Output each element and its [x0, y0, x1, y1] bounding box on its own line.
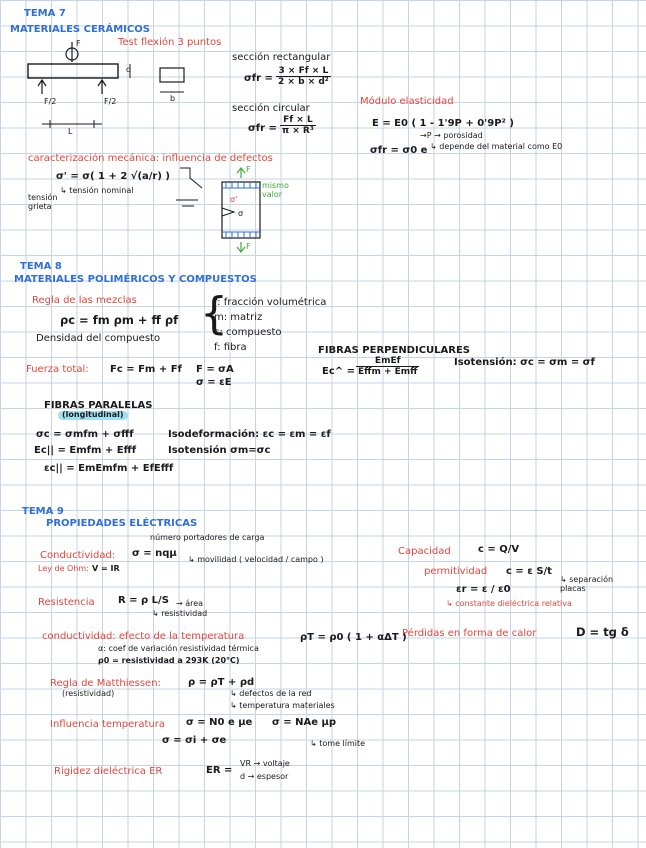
perp-den: Effm + Emff	[358, 367, 418, 377]
tame-limit-note: ↳ tome límite	[310, 739, 366, 748]
isotension2-note: Isotensión σm=σc	[168, 445, 271, 456]
mismo-valor-note: mismo valor	[262, 181, 289, 199]
matthiessen-label: Regla de Matthiessen:	[50, 678, 161, 689]
thickness-note: d → espesor	[240, 772, 289, 781]
parallel-fibers-subtitle: (longitudinal)	[58, 411, 128, 420]
resistance-label: Resistencia	[38, 597, 95, 608]
circ-formula-lhs: σfr =	[248, 123, 277, 134]
dielectric-constant-note: ↳ constante dieléctrica relativa	[446, 599, 572, 608]
circ-num: Ff × L	[280, 115, 316, 126]
parallel-eq1: σc = σmfm + σfff	[36, 429, 134, 440]
isodeformation-note: Isodeformación: εc = εm = εf	[168, 429, 331, 440]
modulus-formula: E = E0 ( 1 - 1'9P + 0'9P² )	[372, 118, 514, 129]
plate-F-bottom: F	[246, 242, 251, 251]
heat-losses-label: Pérdidas en forma de calor	[402, 628, 537, 639]
rect-formula-lhs: σfr =	[244, 73, 273, 84]
circ-formula-fraction	[280, 115, 316, 136]
sigma-fr-formula: σfr = σ0 e	[370, 145, 428, 156]
density-formula: ρc = fm ρm + ff ρf	[60, 313, 179, 327]
circ-den: π × R³	[282, 126, 314, 136]
permittivity-label: permitividad	[424, 566, 488, 577]
parallel-eq3: εc|| = EmEmfm + EfEfff	[44, 463, 174, 474]
temperature-effect-title: conductividad: efecto de la temperatura	[42, 631, 245, 642]
temperature-materials-note: ↳ temperatura materiales	[230, 701, 335, 710]
conductivity-formula: σ = nqμ	[132, 548, 177, 559]
rect-formula-fraction	[276, 66, 331, 87]
dielectric-strength-formula: ER =	[206, 765, 233, 776]
legend-item-composite: c: compuesto	[214, 327, 282, 338]
tema7-title: MATERIALES CERÁMICOS	[10, 24, 150, 35]
section-b-label: b	[170, 94, 176, 103]
isotension-note: Isotensión: σc = σm = σf	[454, 357, 595, 368]
rho0-note: ρ0 = resistividad a 293K (20°C)	[98, 656, 240, 665]
fracture-title: caracterización mecánica: influencia de defectos	[28, 153, 273, 164]
fracture-formula: σ' = σ( 1 + 2 √(a/r) )	[56, 171, 170, 182]
circ-section-label: sección circular	[232, 103, 310, 114]
tema8-title: MATERIALES POLIMÉRICOS Y COMPUESTOS	[14, 274, 257, 285]
temperature-formula: ρT = ρ0 ( 1 + αΔT )	[300, 632, 407, 643]
alpha-note: α: coef de variación resistividad térmica	[98, 644, 259, 653]
plate-separation-note: ↳ separación placas	[560, 575, 614, 593]
capacity-label: Capacidad	[398, 546, 451, 557]
matthiessen-formula: ρ = ρT + ρd	[188, 677, 255, 688]
heat-losses-formula: D = tg δ	[576, 625, 629, 639]
perpendicular-fibers-title: FIBRAS PERPENDICULARES	[318, 345, 471, 356]
defects-note: ↳ defectos de la red	[230, 689, 312, 698]
capacity-formula: c = Q/V	[478, 544, 520, 555]
legend-item-fraction: f: fracción volumétrica	[214, 297, 327, 308]
resistance-formula: R = ρ L/S	[118, 595, 169, 606]
legend-item-fiber: f: fibra	[214, 342, 247, 353]
area-note: → área	[176, 599, 204, 608]
tema8-label: TEMA 8	[20, 261, 62, 272]
tension-nominal-note: ↳ tensión nominal	[60, 186, 134, 195]
force-formula: Fc = Fm + Ff	[110, 364, 182, 375]
modulus-title: Módulo elasticidad	[360, 96, 454, 107]
ohm-label: Ley de Ohm:	[38, 564, 89, 573]
rect-section-label: sección rectangular	[232, 52, 331, 63]
force-label: Fuerza total:	[26, 364, 89, 375]
plate-sigma-prime: σ'	[230, 195, 238, 204]
porosity-note: →P → porosidad	[420, 131, 483, 140]
permittivity-formula: c = ε S/t	[506, 566, 552, 577]
carriers-note: número portadores de carga	[150, 533, 265, 542]
legend-brace: {	[200, 288, 228, 339]
legend-item-matrix: m: matriz	[214, 312, 263, 323]
relative-permittivity-formula: εr = ε / ε0	[456, 584, 511, 595]
beam-F-label: F	[76, 39, 81, 48]
perp-formula-fraction	[356, 356, 419, 377]
rule-of-mixtures-title: Regla de las mezclas	[32, 295, 137, 306]
tema7-label: TEMA 7	[24, 8, 66, 19]
voltage-note: VR → voltaje	[240, 759, 290, 768]
temperature-influence-label: Influencia temperatura	[50, 719, 166, 730]
density-label: Densidad del compuesto	[36, 333, 161, 344]
force-sub1: F = σA	[196, 364, 234, 375]
parallel-eq2: Ec|| = Emfm + Efff	[34, 445, 137, 456]
perp-formula-lhs: Ec^ =	[322, 366, 355, 377]
temperature-influence-3: σ = σi + σe	[162, 735, 227, 746]
conductivity-label: Conductividad:	[40, 550, 116, 561]
ohm-formula: V = IR	[92, 564, 120, 573]
perp-num: EmEf	[356, 356, 419, 367]
beam-d-label: d	[126, 65, 132, 74]
beam-L-label: L	[68, 127, 73, 136]
parallel-fibers-title: FIBRAS PARALELAS	[44, 400, 153, 411]
test-flexion-title: Test flexión 3 puntos	[118, 37, 222, 48]
plate-sigma: σ	[238, 209, 244, 218]
three-point-bending-diagram	[20, 40, 120, 140]
beam-F2-right: F/2	[104, 97, 117, 106]
beam-F2-left: F/2	[44, 97, 57, 106]
dielectric-strength-label: Rigidez dieléctrica ER	[54, 766, 163, 777]
resistivity-paren: (resistividad)	[62, 689, 115, 698]
crack-sketch	[172, 164, 212, 214]
plate-F-top: F	[246, 165, 251, 174]
sigma-dep-note: ↳ depende del material como E0	[430, 142, 563, 151]
temperature-influence-1: σ = N0 e μe	[186, 717, 253, 728]
tension-grieta-note: tensión grieta	[28, 193, 58, 211]
rect-num: 3 × Ff × L	[276, 66, 331, 77]
mobility-note: ↳ movilidad ( velocidad / campo )	[188, 555, 324, 564]
temperature-influence-2: σ = NAe μp	[272, 717, 337, 728]
force-sub2: σ = εE	[196, 377, 232, 388]
tema9-title: PROPIEDADES ELÉCTRICAS	[46, 518, 198, 529]
tema9-label: TEMA 9	[22, 506, 64, 517]
resistivity-note: ↳ resistividad	[152, 609, 208, 618]
rect-den: 2 × b × d²	[278, 77, 329, 87]
